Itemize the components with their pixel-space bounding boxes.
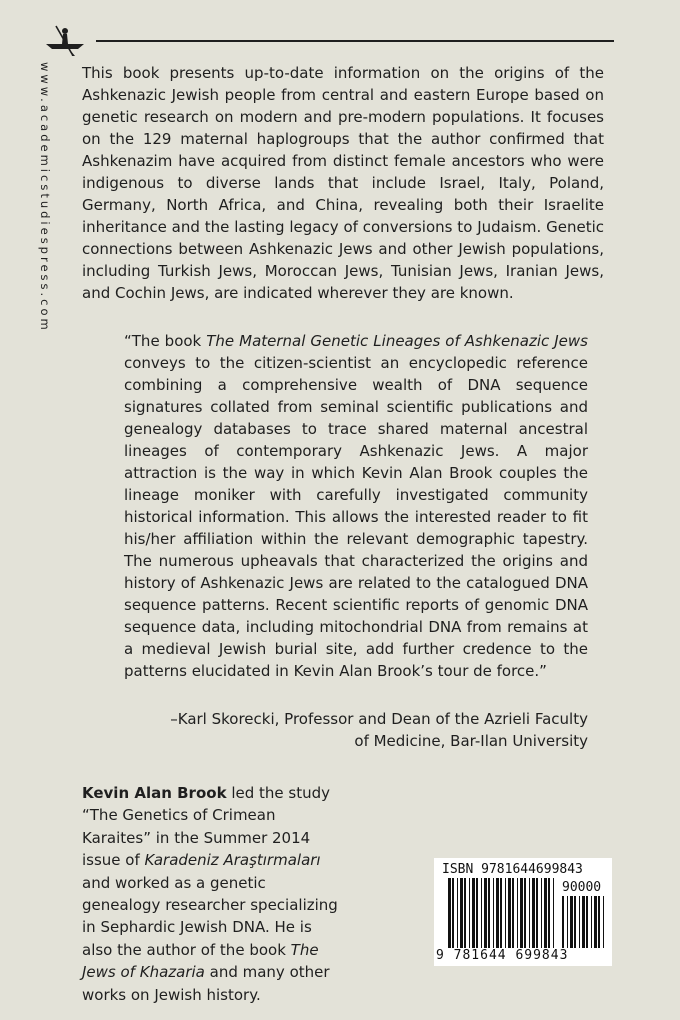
barcode-bar [570,896,573,948]
barcode-bar [448,878,451,948]
barcode-bar [582,896,585,948]
price-code: 90000 [562,880,602,895]
barcode-bar [496,878,499,948]
barcode-bar [532,878,535,948]
barcode-bar [591,896,592,948]
journal-title: Karadeniz Araştırmaları [144,851,321,870]
barcode-bar [594,896,597,948]
book-description: This book presents up-to-date information on the origins of the Ashkenazic Jewish people from central and eastern Europe based on genetic research on modern and pre-modern populations. It focuses on the 129 maternal haplogroups that the author confirmed that Ashkenazim have acquired from distinct female ancestors who were indigenous to diverse lands that include Israel, Italy, Poland, Germany, North Africa, and China, revealing both their Israelite inheritance and the lasting legacy of conversions to Judaism. Genetic connections between Ashkenazic Jews and other Jewish populations, including Turkish Jews, Moroccan Jews, Tunisian Jews, Iranian Jews, and Cochin Jews, are indicated wherever they are known. [82,64,604,302]
barcode-bar [472,878,475,948]
barcode-bar [529,878,530,948]
barcode-bar [579,896,580,948]
barcode-bar [464,878,466,948]
quote-open: “The book [124,332,207,350]
barcode-bar [493,878,494,948]
bio-text-1: led the study “The Genetics of Crimean Karaites” in the Summer 2014 issue of [82,784,330,870]
barcode-bar [481,878,482,948]
barcode-bar [469,878,470,948]
barcode-bar [517,878,518,948]
quote-book-title: The Maternal Genetic Lineages of Ashkenazic Jews [206,332,588,350]
bio-book-title: The Jews of Khazaria [82,940,319,982]
barcode-bar [476,878,478,948]
publisher-url: www.academicstudiespress.com [38,62,52,333]
isbn-barcode [448,878,556,948]
barcode-bar [460,878,463,948]
author-name: Kevin Alan Brook [82,784,227,802]
barcode-bar [574,896,576,948]
barcode-bar [488,878,490,948]
barcode-bar [508,878,511,948]
barcode-bar [536,878,538,948]
barcode-bar [603,896,604,948]
price-barcode [562,896,606,948]
isbn-label: ISBN 9781644699843 [442,862,583,877]
barcode-bar [548,878,550,948]
barcode-bar [457,878,458,948]
header-rule [96,40,614,42]
barcode-bar [586,896,588,948]
publisher-logo-icon [42,22,88,58]
barcode-bar [562,896,564,948]
bio-text-2: and worked as a genetic genealogy researcher specializing in Sephardic Jewish DNA. He is also the author of the book [82,873,338,959]
bio-text-3: and many other works on Jewish history. [82,963,330,1004]
barcode-bar [553,878,554,948]
attribution-line-2: of Medicine, Bar-Ilan University [354,732,588,750]
isbn-digits: 9 781644 699843 [436,948,569,963]
attribution-line-1: –Karl Skorecki, Professor and Dean of the Azrieli Faculty [170,710,588,728]
barcode-bar [500,878,502,948]
barcode-bar [567,896,568,948]
barcode-bar [524,878,526,948]
barcode-bar [505,878,506,948]
quote-body: conveys to the citizen-scientist an encyclopedic reference combining a comprehensive wealth of DNA sequence signatures collated from seminal scientific publications and genealogy databases to trace shared maternal ancestral lineages of contemporary Ashkenazic Jews. A major attraction is the way in which Kevin Alan Brook couples the lineage moniker with carefully investigated community historical information. This allows the interested reader to fit his/her affiliation within the relevant demographic tapestry. The numerous upheavals that characterized the origins and history of Ashkenazic Jews are related to the catalogued DNA sequence patterns. Recent scientific reports of genomic DNA sequence data, including mitochondrial DNA from remains at a medieval Jewish burial site, add further credence to the patterns elucidated in Kevin Alan Brook’s tour de force.” [124,354,588,680]
quote-attribution [124,708,588,752]
endorsement-quote [124,330,588,682]
barcode-bar [544,878,547,948]
barcode-bar [541,878,542,948]
barcode-bar [598,896,600,948]
barcode-bar [512,878,514,948]
barcode-bar [484,878,487,948]
author-bio [82,782,340,1006]
barcode-bar [520,878,523,948]
barcode-bar [452,878,454,948]
